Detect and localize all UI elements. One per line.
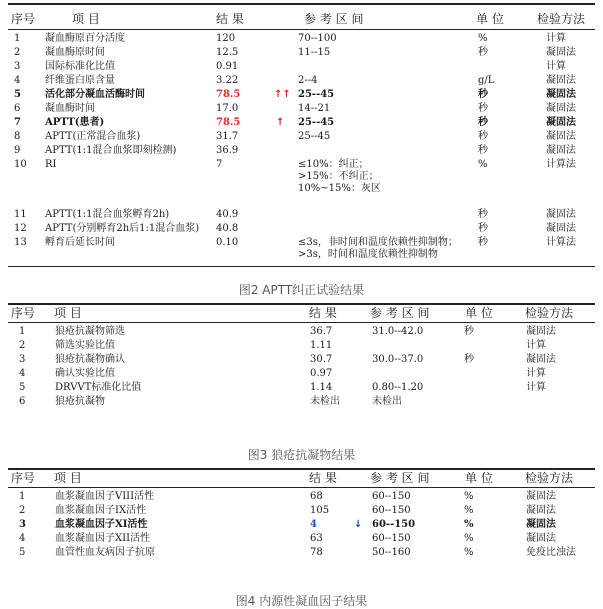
header-rule [8, 29, 595, 30]
table-row: 13 孵育后延长时间 0.10 秒 计算法 [14, 237, 576, 248]
table-row-abnormal: 3 血浆凝血因子XI活性 4 ↓ 60--150 % 凝固法 [19, 519, 556, 530]
table-row: 3 狼疮抗凝物确认 30.7 30.0--37.0 秒 凝固法 [19, 354, 556, 365]
table-row: 3 国际标准化比值 0.91 计算 [14, 61, 566, 72]
header-result: 结 果 [216, 12, 244, 26]
bottom-rule [8, 266, 595, 267]
table-row: 2 血浆凝血因子IX活性 105 60--150 % 凝固法 [19, 505, 556, 516]
table-row: 5 血管性血友病因子抗原 78 50--160 % 免疫比浊法 [19, 547, 576, 558]
high-high-arrow-icon: ↑↑ [274, 89, 291, 100]
table-header: 序号 项 目 结 果 参 考 区 间 单 位 检验方法 [11, 471, 574, 485]
table-row: 6 狼疮抗凝物 未检出 未检出 [19, 396, 402, 407]
incubation-reference-notes: ≤3s，非时间和温度依赖性抑制物； >3s，时间和温度依赖性抑制物 [298, 237, 458, 260]
table-row-abnormal: 7 APTT(患者) 78.5 ↑ 25--45 秒 凝固法 [14, 117, 576, 128]
header-unit: 单 位 [476, 12, 504, 26]
figure-caption: 图2 APTT纠正试验结果 [238, 283, 365, 297]
table-row: 4 血浆凝血因子XII活性 63 60--150 % 凝固法 [19, 533, 556, 544]
table-row-abnormal: 5 活化部分凝血活酶时间 78.5 ↑↑ 25--45 秒 凝固法 [14, 89, 576, 100]
table-row: 1 狼疮抗凝物筛选 36.7 31.0--42.0 秒 凝固法 [19, 326, 556, 337]
figure-caption: 图4 内源性凝血因子结果 [235, 594, 368, 608]
top-rule [8, 3, 595, 5]
table-row: 4 纤维蛋白原含量 3.22 2--4 g/L 凝固法 [14, 75, 576, 86]
header-rule [8, 487, 595, 488]
table-header [0, 10, 603, 28]
header-ref: 参 考 区 间 [304, 12, 364, 26]
high-arrow-icon: ↑ [276, 117, 285, 128]
table-row: 1 凝血酶原百分活度 120 70--100 % 计算 [14, 33, 566, 44]
ri-reference-notes: ≤10%：纠正； >15%：不纠正； 10%~15%：灰区 [298, 159, 381, 194]
table-header: 序号 项 目 结 果 参 考 区 间 单 位 检验方法 [11, 306, 574, 320]
table-row: 5 DRVVT标准化比值 1.14 0.80--1.20 计算 [19, 382, 546, 393]
low-arrow-icon: ↓ [354, 519, 363, 530]
table-row: 2 凝血酶原时间 12.5 11--15 秒 凝固法 [14, 47, 576, 58]
table-row: 6 凝血酶时间 17.0 14--21 秒 凝固法 [14, 103, 576, 114]
header-no: 序号 [11, 12, 36, 26]
table-row: 11 APTT(1:1混合血浆孵育2h) 40.9 秒 凝固法 [14, 209, 576, 220]
header-item: 项 目 [72, 12, 100, 26]
table-row: 2 筛选实验比值 1.11 计算 [19, 340, 546, 351]
table-row: 8 APTT(正常混合血浆) 31.7 25--45 秒 凝固法 [14, 131, 576, 142]
table-row: 1 血浆凝血因子VIII活性 68 60--150 % 凝固法 [19, 491, 556, 502]
figure-caption: 图3 狼疮抗凝物结果 [247, 448, 356, 462]
table-row: 10 RI 7 % 计算法 [14, 159, 576, 170]
header-rule [8, 322, 595, 323]
table-row: 9 APTT(1:1混合血浆即刻检测) 36.9 秒 凝固法 [14, 145, 576, 156]
table-row: 12 APTT(分别孵育2h后1:1混合血浆) 40.8 秒 凝固法 [14, 223, 576, 234]
table-row: 4 确认实验比值 0.97 计算 [19, 368, 546, 379]
header-method: 检验方法 [537, 12, 586, 26]
